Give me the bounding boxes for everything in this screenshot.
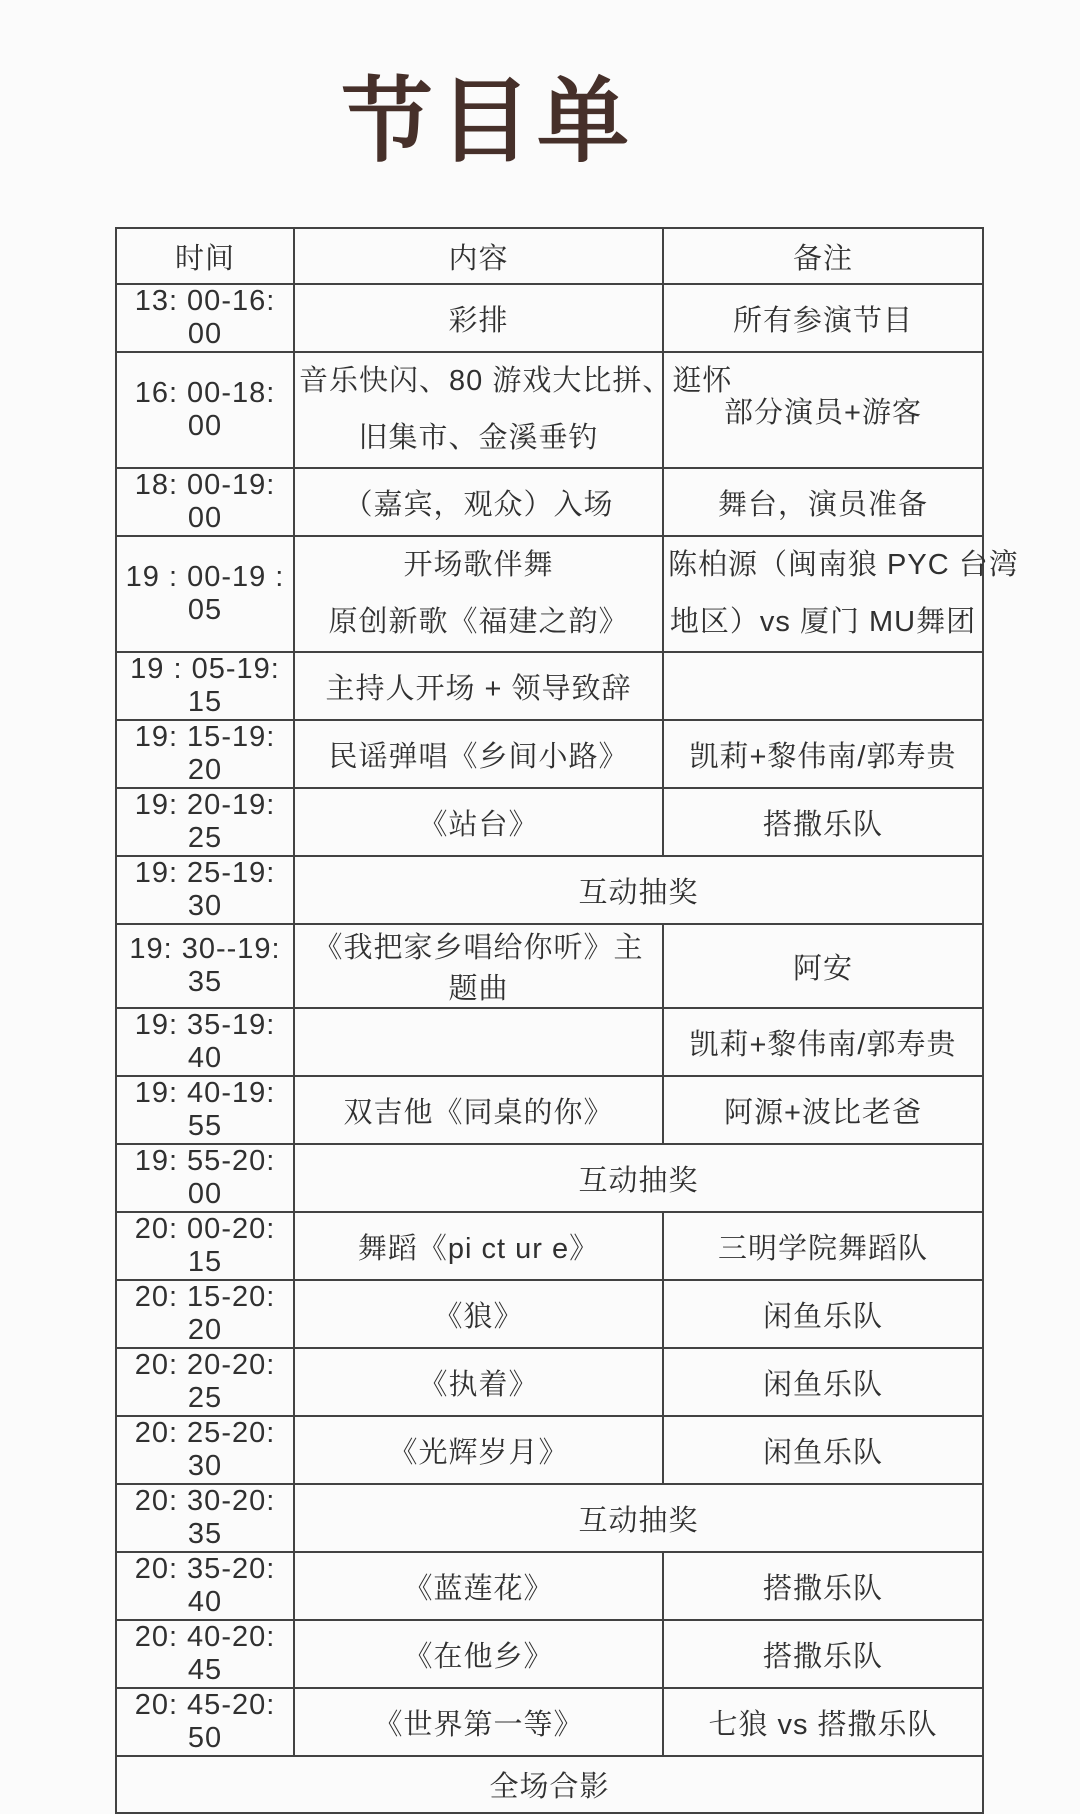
time-cell: 18: 00-19: 00	[116, 468, 294, 536]
time-cell: 19: 30--19: 35	[116, 924, 294, 1008]
time-cell: 20: 20-20: 25	[116, 1348, 294, 1416]
time-cell: 20: 00-20: 15	[116, 1212, 294, 1280]
content-cell	[294, 536, 663, 652]
note-cell: 搭撒乐队	[663, 1552, 983, 1620]
content-cell: 舞蹈《pi ct ur e》	[294, 1212, 663, 1280]
note-cell: 搭撒乐队	[663, 1620, 983, 1688]
table-row	[116, 788, 983, 856]
note-cell: 闲鱼乐队	[663, 1280, 983, 1348]
cell-line: 地区）vs 厦门 MU舞团	[669, 606, 977, 639]
time-cell: 19: 25-19: 30	[116, 856, 294, 924]
page-title: 节目单	[340, 71, 635, 173]
table-row	[116, 1756, 983, 1813]
note-cell: 闲鱼乐队	[663, 1416, 983, 1484]
content-cell	[294, 1008, 663, 1076]
note-cell: 闲鱼乐队	[663, 1348, 983, 1416]
table-row	[116, 1212, 983, 1280]
header-time: 时间	[116, 228, 294, 284]
table-row	[116, 1688, 983, 1756]
merged-activity-cell: 互动抽奖	[294, 1144, 983, 1212]
content-cell	[294, 352, 733, 468]
table-row	[116, 720, 983, 788]
note-cell	[663, 652, 983, 720]
header-row	[116, 228, 983, 284]
schedule-table	[115, 227, 1019, 1814]
cell-line: 旧集市、金溪垂钓	[358, 422, 599, 455]
content-cell: 《在他乡》	[294, 1620, 663, 1688]
time-cell: 19: 55-20: 00	[116, 1144, 294, 1212]
note-cell	[663, 536, 1019, 652]
content-cell: 《站台》	[294, 788, 663, 856]
table-row	[116, 1076, 983, 1144]
note-cell: 阿源+波比老爸	[663, 1076, 983, 1144]
content-cell: 彩排	[294, 284, 663, 352]
note-cell: 搭撒乐队	[663, 788, 983, 856]
time-cell: 20: 35-20: 40	[116, 1552, 294, 1620]
note-cell: 七狼 vs 搭撒乐队	[663, 1688, 983, 1756]
table-row	[116, 1416, 983, 1484]
content-cell: 《我把家乡唱给你听》主题曲	[294, 924, 663, 1008]
table-row	[116, 1348, 983, 1416]
time-cell: 13: 00-16: 00	[116, 284, 294, 352]
time-cell: 19: 35-19: 40	[116, 1008, 294, 1076]
content-cell: （嘉宾，观众）入场	[294, 468, 663, 536]
table-row	[116, 856, 983, 924]
content-cell: 《狼》	[294, 1280, 663, 1348]
table-row	[116, 1484, 983, 1552]
note-cell: 凯莉+黎伟南/郭寿贵	[663, 1008, 983, 1076]
content-cell: 双吉他《同桌的你》	[294, 1076, 663, 1144]
content-cell: 《世界第一等》	[294, 1688, 663, 1756]
time-cell: 20: 30-20: 35	[116, 1484, 294, 1552]
table-row	[116, 1552, 983, 1620]
table-header	[116, 228, 983, 284]
header-content: 内容	[294, 228, 663, 284]
table-row	[116, 1280, 983, 1348]
table-row	[116, 352, 983, 468]
note-cell: 舞台，演员准备	[663, 468, 983, 536]
note-cell: 阿安	[663, 924, 983, 1008]
time-cell: 20: 25-20: 30	[116, 1416, 294, 1484]
time-cell: 20: 40-20: 45	[116, 1620, 294, 1688]
note-cell: 部分演员+游客	[663, 352, 983, 468]
time-cell: 19 : 00-19 : 05	[116, 536, 294, 652]
cell-line: 陈柏源（闽南狼 PYC 台湾	[668, 549, 1019, 582]
content-cell: 主持人开场 + 领导致辞	[294, 652, 663, 720]
content-cell: 《执着》	[294, 1348, 663, 1416]
cell-line: 原创新歌《福建之韵》	[328, 606, 629, 639]
table-row	[116, 1008, 983, 1076]
table-row	[116, 1144, 983, 1212]
content-cell: 民谣弹唱《乡间小路》	[294, 720, 663, 788]
merged-activity-cell: 互动抽奖	[294, 1484, 983, 1552]
table-body	[116, 284, 1019, 1813]
table-row	[116, 1620, 983, 1688]
merged-activity-cell: 互动抽奖	[294, 856, 983, 924]
table-row	[116, 924, 983, 1008]
time-cell: 19: 20-19: 25	[116, 788, 294, 856]
time-cell: 19 : 05-19: 15	[116, 652, 294, 720]
content-cell: 《蓝莲花》	[294, 1552, 663, 1620]
cell-line: 开场歌伴舞	[403, 549, 554, 582]
note-cell: 凯莉+黎伟南/郭寿贵	[663, 720, 983, 788]
time-cell: 16: 00-18: 00	[116, 352, 294, 468]
note-cell: 所有参演节目	[663, 284, 983, 352]
table-row	[116, 652, 983, 720]
time-cell: 19: 15-19: 20	[116, 720, 294, 788]
table-row	[116, 468, 983, 536]
content-cell: 《光辉岁月》	[294, 1416, 663, 1484]
note-cell: 三明学院舞蹈队	[663, 1212, 983, 1280]
full-span-cell: 全场合影	[116, 1756, 983, 1813]
time-cell: 20: 45-20: 50	[116, 1688, 294, 1756]
cell-line: 音乐快闪、80 游戏大比拼、逛怀	[299, 365, 733, 398]
table-row	[116, 536, 983, 652]
time-cell: 19: 40-19: 55	[116, 1076, 294, 1144]
time-cell: 20: 15-20: 20	[116, 1280, 294, 1348]
header-note: 备注	[663, 228, 983, 284]
table-row	[116, 284, 983, 352]
